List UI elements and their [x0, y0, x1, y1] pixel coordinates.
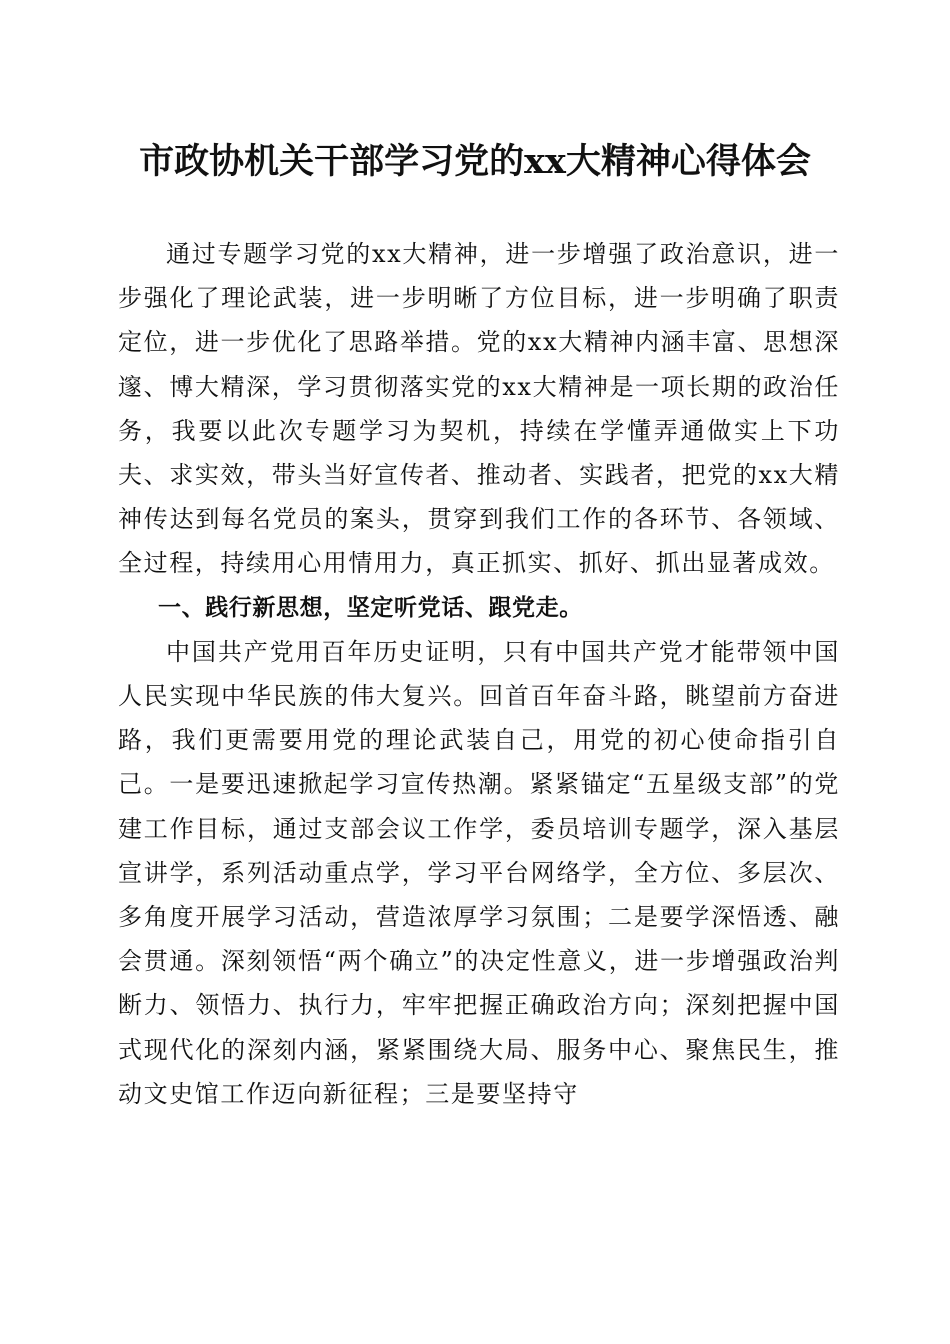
section-paragraph: 中国共产党用百年历史证明，只有中国共产党才能带领中国人民实现中华民族的伟大复兴。回首百年奋斗路，眺望前方奋进路，我们更需要用党的理论武装自己，用党的初心使命指引自己。一是要迅速掀起学习宣传热潮。紧紧锚定“五星级支部”的党建工作目标，通过支部会议工作学，委员培训专题学，深入基层宣讲学，系列活动重点学，学习平台网络学，全方位、多层次、多角度开展学习活动，营造浓厚学习氛围；二是要学深悟透、融会贯通。深刻领悟“两个确立”的决定性意义，进一步增强政治判断力、领悟力、执行力，牢牢把握正确政治方向；深刻把握中国式现代化的深刻内涵，紧紧围绕大局、服务中心、聚焦民生，推动文史馆工作迈向新征程；三是要坚持守	[118, 637, 840, 1108]
document-title: 市政协机关干部学习党的xx大精神心得体会	[139, 141, 811, 182]
document-body	[118, 232, 840, 1116]
intro-paragraph: 通过专题学习党的xx大精神，进一步增强了政治意识，进一步强化了理论武装，进一步明晰了方位目标，进一步明确了职责定位，进一步优化了思路举措。党的xx大精神内涵丰富、思想深邃、博大精深，学习贯彻落实党的xx大精神是一项长期的政治任务，我要以此次专题学习为契机，持续在学懂弄通做实上下功夫、求实效，带头当好宣传者、推动者、实践者，把党的xx大精神传达到每名党员的案头，贯穿到我们工作的各环节、各领域、全过程，持续用心用情用力，真正抓实、抓好、抓出显著成效。	[118, 240, 840, 578]
section-heading: 一、践行新思想，坚定听党话、跟党走。	[158, 594, 583, 621]
